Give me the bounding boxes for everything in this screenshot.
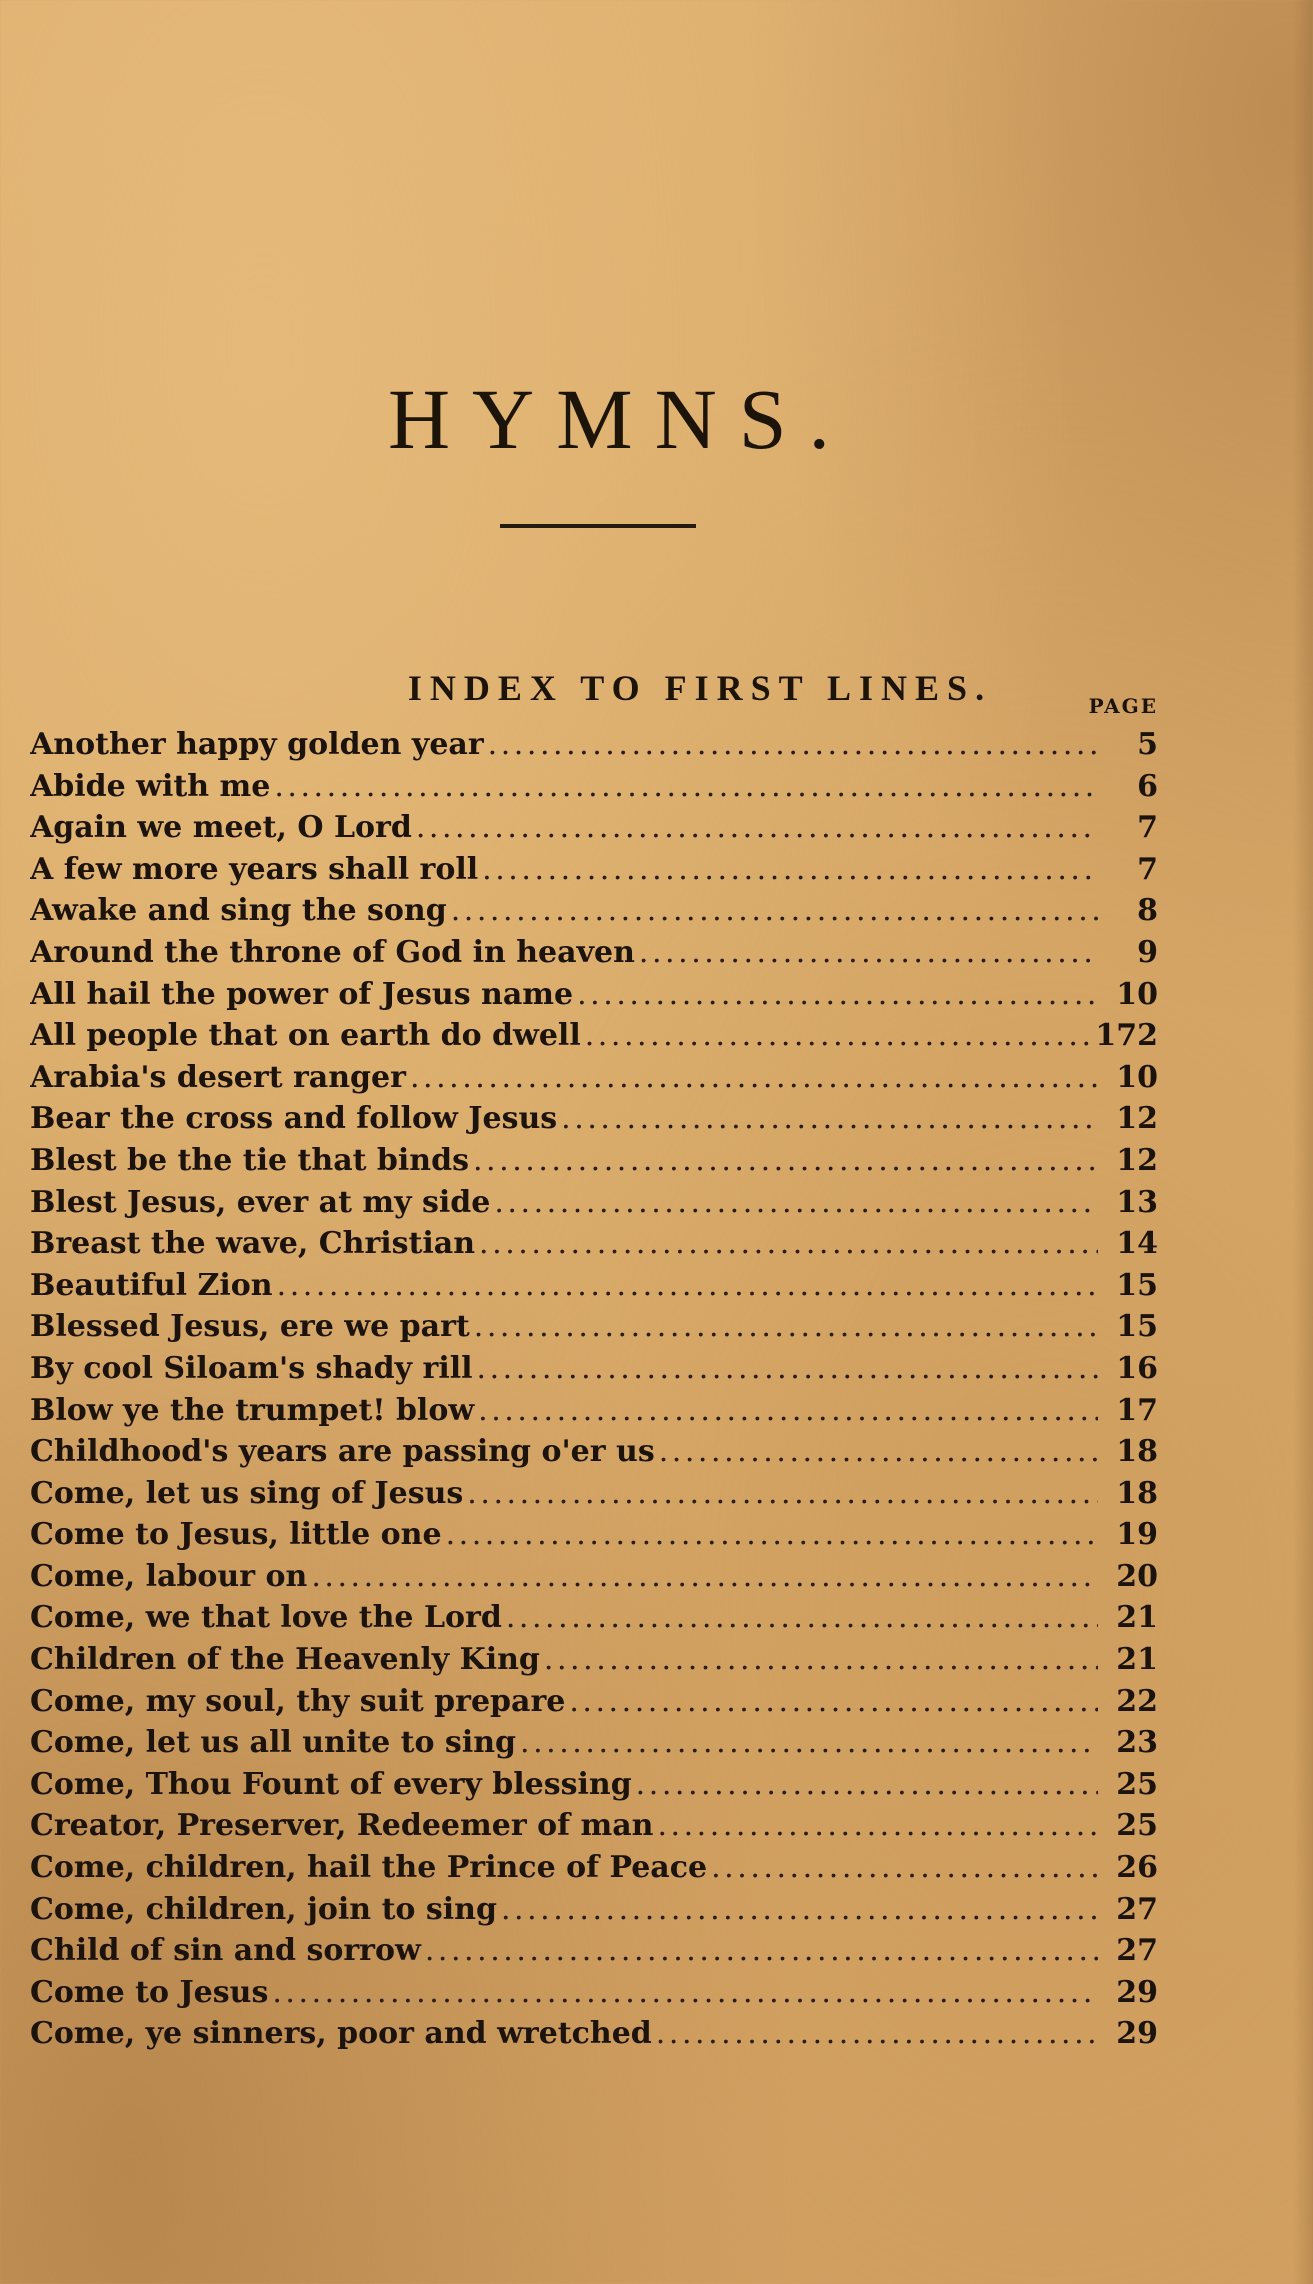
index-entry [30, 1140, 1158, 1182]
dot-leader [577, 974, 1098, 1016]
index-entry-page-number: 12 [1116, 1142, 1158, 1178]
index-entry-first-line: A few more years shall roll [30, 851, 479, 887]
dot-leader [467, 1473, 1098, 1515]
index-entry-first-line: Come to Jesus, little one [30, 1517, 442, 1553]
index-entry [30, 1805, 1158, 1847]
index-entry [30, 1473, 1158, 1515]
index-entry [30, 1972, 1158, 2014]
index-entry [30, 1889, 1158, 1931]
dot-leader [477, 1348, 1098, 1390]
index-entry-page-number: 7 [1137, 810, 1158, 846]
dot-leader [272, 1972, 1098, 2014]
index-entry-first-line: Come, labour on [30, 1558, 308, 1594]
index-entry-page-number: 22 [1116, 1683, 1158, 1719]
index-entry [30, 1098, 1158, 1140]
index-entry-page-number: 19 [1116, 1517, 1158, 1553]
index-entry [30, 1514, 1158, 1556]
index-entry-page-number: 13 [1116, 1184, 1158, 1220]
index-entry-page-number: 172 [1095, 1018, 1158, 1054]
dot-leader [585, 1015, 1092, 1057]
index-entry-page-number: 27 [1116, 1891, 1158, 1927]
dot-leader [494, 1182, 1098, 1224]
index-entry [30, 1764, 1158, 1806]
index-entry [30, 1930, 1158, 1972]
index-entry-page-number: 9 [1137, 934, 1158, 970]
index-entry-first-line: Come, ye sinners, poor and wretched [30, 2016, 652, 2052]
index-entry-page-number: 20 [1116, 1558, 1158, 1594]
index-entry-page-number: 6 [1137, 768, 1158, 804]
index-entry-list [30, 724, 1158, 2055]
index-entry-first-line: Around the throne of God in heaven [30, 934, 635, 970]
dot-leader [446, 1514, 1098, 1556]
index-entry-first-line: Come, my soul, thy suit prepare [30, 1683, 566, 1719]
index-entry-first-line: All hail the power of Jesus name [30, 976, 574, 1012]
index-entry-page-number: 29 [1116, 2016, 1158, 2052]
index-entry-page-number: 25 [1116, 1808, 1158, 1844]
index-entry [30, 1431, 1158, 1473]
dot-leader [501, 1889, 1098, 1931]
index-entry [30, 890, 1158, 932]
index-entry-first-line: Come to Jesus [30, 1974, 269, 2010]
dot-leader [488, 724, 1098, 766]
dot-leader [425, 1930, 1098, 1972]
index-entry-page-number: 23 [1116, 1725, 1158, 1761]
index-entry-page-number: 12 [1116, 1101, 1158, 1137]
index-entry [30, 1306, 1158, 1348]
index-entry-page-number: 26 [1116, 1850, 1158, 1886]
title-divider [500, 524, 696, 528]
index-entry-first-line: Come, Thou Fount of every blessing [30, 1766, 632, 1802]
index-entry-first-line: Blest Jesus, ever at my side [30, 1184, 491, 1220]
index-entry-first-line: By cool Siloam's shady rill [30, 1350, 473, 1386]
dot-leader [636, 1764, 1098, 1806]
index-entry [30, 1390, 1158, 1432]
index-entry-first-line: All people that on earth do dwell [30, 1018, 581, 1054]
index-entry-first-line: Blest be the tie that binds [30, 1142, 469, 1178]
index-entry-page-number: 27 [1116, 1933, 1158, 1969]
index-entry-first-line: Childhood's years are passing o'er us [30, 1434, 655, 1470]
dot-leader [478, 1390, 1098, 1432]
index-entry-page-number: 10 [1116, 1059, 1158, 1095]
index-entry [30, 724, 1158, 766]
index-entry [30, 2013, 1158, 2055]
index-entry [30, 1597, 1158, 1639]
dot-leader [639, 932, 1098, 974]
index-heading: INDEX TO FIRST LINES. [407, 667, 993, 708]
index-entry-page-number: 17 [1116, 1392, 1158, 1428]
index-entry [30, 1265, 1158, 1307]
index-entry [30, 1722, 1158, 1764]
index-entry-page-number: 10 [1116, 976, 1158, 1012]
dot-leader [711, 1847, 1098, 1889]
index-entry-first-line: Breast the wave, Christian [30, 1226, 476, 1262]
index-entry-page-number: 5 [1137, 727, 1158, 762]
page-column-label: PAGE [1088, 694, 1158, 718]
dot-leader [506, 1597, 1098, 1639]
index-entry [30, 1015, 1158, 1057]
index-entry [30, 1681, 1158, 1723]
index-entry-first-line: Creator, Preserver, Redeemer of man [30, 1808, 654, 1844]
dot-leader [274, 766, 1098, 808]
index-entry-first-line: Children of the Heavenly King [30, 1642, 540, 1678]
index-entry-first-line: Blow ye the trumpet! blow [30, 1392, 475, 1428]
index-entry-page-number: 15 [1116, 1267, 1158, 1303]
index-entry [30, 1348, 1158, 1390]
index-entry-first-line: Come, children, join to sing [30, 1891, 497, 1927]
index-entry [30, 1223, 1158, 1265]
index-entry-first-line: Abide with me [30, 768, 271, 804]
index-entry-page-number: 18 [1116, 1475, 1158, 1511]
dot-leader [410, 1057, 1098, 1099]
index-entry [30, 1556, 1158, 1598]
index-entry [30, 1182, 1158, 1224]
index-entry-page-number: 21 [1116, 1600, 1158, 1636]
dot-leader [657, 1805, 1098, 1847]
dot-leader [479, 1223, 1098, 1265]
dot-leader [656, 2013, 1098, 2055]
dot-leader [482, 849, 1098, 891]
index-entry-page-number: 8 [1137, 893, 1158, 929]
index-entry-first-line: Blessed Jesus, ere we part [30, 1309, 470, 1345]
dot-leader [474, 1306, 1098, 1348]
dot-leader [544, 1639, 1098, 1681]
index-entry-page-number: 25 [1116, 1766, 1158, 1802]
index-entry [30, 1057, 1158, 1099]
dot-leader [473, 1140, 1098, 1182]
index-entry-page-number: 21 [1116, 1642, 1158, 1678]
index-entry-first-line: Come, let us sing of Jesus [30, 1475, 464, 1511]
dot-leader [659, 1431, 1098, 1473]
index-entry-first-line: Again we meet, O Lord [30, 810, 412, 846]
index-entry-first-line: Awake and sing the song [30, 893, 447, 929]
index-entry-first-line: Come, we that love the Lord [30, 1600, 502, 1636]
index-entry [30, 1639, 1158, 1681]
dot-leader [416, 807, 1098, 849]
index-entry-page-number: 16 [1116, 1350, 1158, 1386]
index-entry [30, 766, 1158, 808]
page-title: HYMNS. [387, 370, 853, 467]
index-entry [30, 807, 1158, 849]
index-entry-page-number: 14 [1116, 1226, 1158, 1262]
index-entry-first-line: Beautiful Zion [30, 1267, 273, 1303]
index-entry-first-line: Another happy golden year [30, 727, 484, 762]
dot-leader [277, 1265, 1098, 1307]
index-entry-page-number: 7 [1137, 851, 1158, 887]
index-entry-first-line: Bear the cross and follow Jesus [30, 1101, 558, 1137]
dot-leader [520, 1722, 1098, 1764]
dot-leader [569, 1681, 1098, 1723]
index-entry [30, 849, 1158, 891]
index-entry-page-number: 18 [1116, 1434, 1158, 1470]
index-entry-page-number: 15 [1116, 1309, 1158, 1345]
index-entry [30, 974, 1158, 1016]
index-entry-page-number: 29 [1116, 1974, 1158, 2010]
index-entry-first-line: Arabia's desert ranger [30, 1059, 406, 1095]
page-edge-shadow [1293, 0, 1313, 2284]
dot-leader [311, 1556, 1098, 1598]
index-entry-first-line: Come, children, hail the Prince of Peace [30, 1850, 708, 1886]
index-entry-first-line: Child of sin and sorrow [30, 1933, 421, 1969]
dot-leader [561, 1098, 1098, 1140]
index-entry [30, 932, 1158, 974]
index-entry [30, 1847, 1158, 1889]
dot-leader [451, 890, 1098, 932]
index-entry-first-line: Come, let us all unite to sing [30, 1725, 517, 1761]
